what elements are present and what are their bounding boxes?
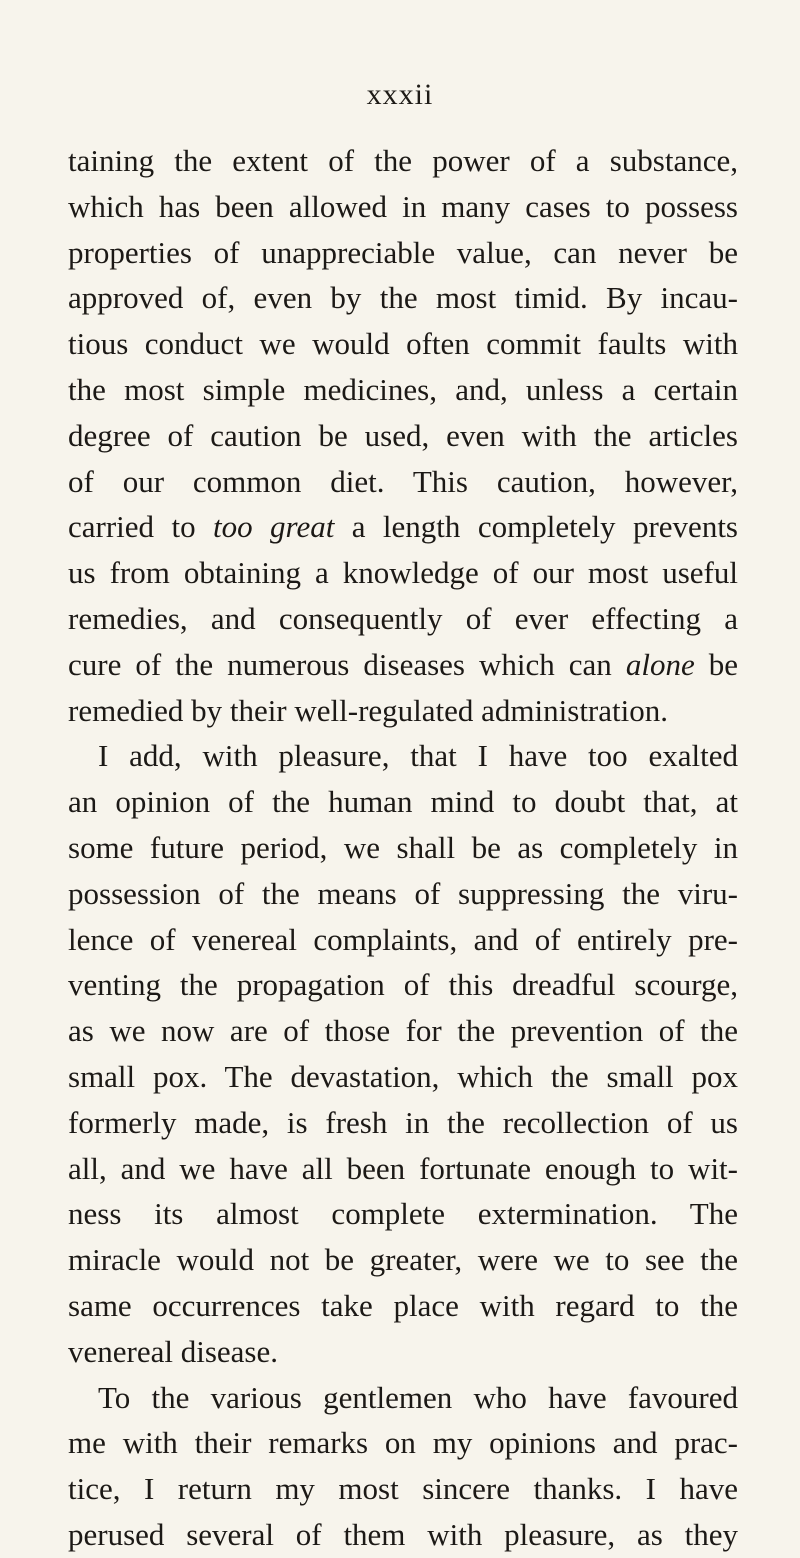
page-number: xxxii [366, 78, 434, 111]
text-line: me with their remarks on my opinions and prac- [68, 1425, 738, 1461]
text-line: of our common diet. This caution, however, [68, 463, 738, 499]
italic-emphasis: too great [213, 509, 335, 545]
text-line: degree of caution be used, even with the articles [68, 417, 738, 453]
text-line: miracle would not be greater, were we to see the [68, 1242, 738, 1278]
text-line: venereal disease. [68, 1333, 278, 1369]
text-line: as we now are of those for the prevention of the [68, 1013, 738, 1049]
text-line: perused several of them with pleasure, as they [68, 1516, 738, 1552]
paragraph-start-line: To the various gentlemen who have favoured [98, 1379, 738, 1415]
text-line: ness its almost complete extermination. The [68, 1196, 738, 1232]
text-line: all, and we have all been fortunate enough to wit- [68, 1150, 738, 1186]
text-line: tious conduct we would often commit faults with [68, 326, 738, 362]
text-line: small pox. The devastation, which the small pox [68, 1058, 738, 1094]
text-line: remedies, and consequently of ever effecting a [68, 600, 738, 636]
text-line: lence of venereal complaints, and of entirely pre- [68, 921, 738, 957]
text-line: venting the propagation of this dreadful scourge, [68, 967, 738, 1003]
text-line: us from obtaining a knowledge of our most useful [68, 555, 738, 591]
text-line: an opinion of the human mind to doubt that, at [68, 784, 738, 820]
body-text [68, 138, 738, 1558]
text-line: properties of unappreciable value, can never be [68, 234, 738, 270]
text-line: possession of the means of suppressing the viru- [68, 875, 738, 911]
italic-emphasis: alone [625, 646, 695, 682]
text-line: cure of the numerous diseases which can alone be [68, 646, 738, 682]
text-line: remedied by their well-regulated administration. [68, 692, 668, 728]
text-line: some future period, we shall be as completely in [68, 829, 738, 865]
text-line: the most simple medicines, and, unless a certain [68, 371, 738, 407]
text-line: formerly made, is fresh in the recollection of us [68, 1104, 738, 1140]
text-line: approved of, even by the most timid. By incau- [68, 280, 738, 316]
text-line: tice, I return my most sincere thanks. I have [68, 1471, 738, 1507]
paragraph-start-line: I add, with pleasure, that I have too exalted [98, 738, 738, 774]
text-line: carried to too great a length completely prevents [68, 509, 738, 545]
text-line: same occurrences take place with regard to the [68, 1287, 738, 1323]
text-line: which has been allowed in many cases to possess [68, 188, 738, 224]
text-line: taining the extent of the power of a substance, [68, 143, 738, 178]
